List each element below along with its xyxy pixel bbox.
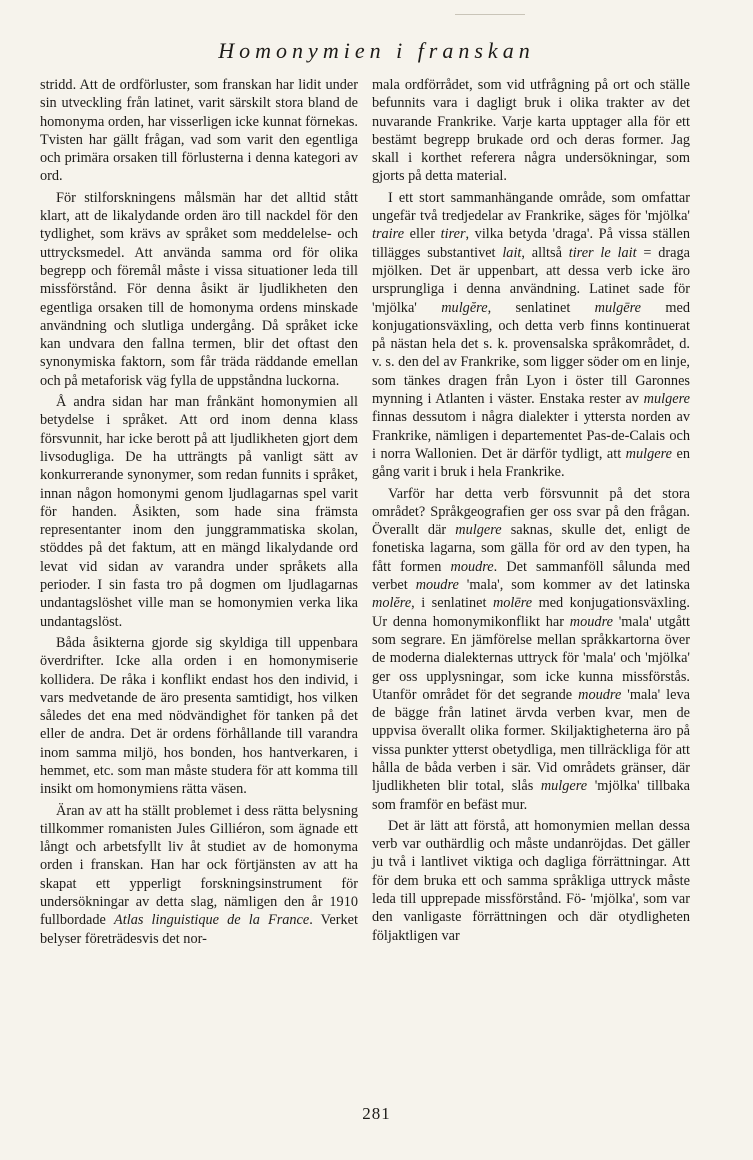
text-segment: Äran av att ha ställt problemet i dess rätta belysning tillkommer romanisten Jules Gilliéron, som ägnade ett långt och arbetsfyllt liv åt studiet av de homonyma orden i franskan. Han har ock förtjänsten av att ha skapat ett ypperligt forskningsinstrument för undersökningar av detta slag, nämligen den år 1910 fullbordade — [40, 802, 358, 929]
term-moudre: moudre — [569, 613, 613, 630]
left-column — [40, 76, 358, 948]
text-segment: . Det sammanföll sålunda med verbet — [372, 558, 690, 594]
term-tirer-le-lait: tirer le lait — [568, 244, 637, 261]
scan-edge-mark — [455, 14, 525, 15]
paragraph-r1: mala ordförrådet, som vid utfrågning på ort och ställe befunnits vara i dagligt bruk i olika trakter av det nuvarande Frankrike. Varje karta upptager alla för ett bestämt begrepp brukade ord och deras former. Jag skall i korthet referera några undersökningar, som gjorts på detta material. — [372, 77, 690, 185]
text-segment: med konjugationsväxling. Ur denna homonymikonflikt har — [372, 595, 690, 630]
term-tirer: tirer — [440, 226, 466, 243]
term-moudre: moudre — [578, 686, 622, 703]
paragraph-r3 — [372, 485, 690, 814]
text-segment: eller — [404, 226, 441, 243]
text-segment: en gång varit i bruk i hela Frankrike. — [372, 445, 690, 481]
text-segment: 'mala' leva de bägge från latinet ärvda verben kvar, men de uppvisa överallt olika former. Skiljaktigheterna äro på vissa punkter ytterst obetydliga, men tillräckliga för att hålla de båda verben i sär. Vid områdets gränser, där ljudlikheten blir total, slås — [372, 686, 690, 795]
text-segment: I ett stort sammanhängande område, som omfattar ungefär två tredjedelar av Frankrike, säges för 'mjölka' — [372, 189, 690, 225]
paragraph-l4: Båda åsikterna gjorde sig skyldiga till uppenbara överdrifter. Icke alla orden i en homonymiserie kollidera. De råka i konflikt endast hos den individ, i vars medvetande de äro presenta samtidigt, hos vilken således det ena med nödvändighet för tanken på det eller de andra. Det är ordens förhållande till varandra inom samma miljö, hos bonden, hos hantverkaren, i hemmet, etc. som man måste studera för att komma till insikt om homonymiens rätta väsen. — [40, 634, 358, 798]
term-molere-long: molēre — [492, 595, 533, 612]
term-mulgere-short: mulgĕre — [441, 299, 488, 316]
term-mulgere: mulgere — [455, 522, 502, 539]
term-mulgere: mulgere — [540, 778, 588, 795]
text-segment: = draga mjölken. Det är uppenbart, att dessa verb icke äro ursprungliga i denna användning. Latinet sade för 'mjölka' — [372, 244, 690, 316]
text-segment: 'mala', som kommer av det latinska — [458, 577, 690, 594]
term-traire: traire — [372, 226, 405, 243]
page-number: 281 — [362, 1104, 391, 1123]
paragraph-l5 — [40, 802, 358, 948]
atlas-title: Atlas linguistique de la France — [114, 912, 310, 929]
term-lait: lait — [502, 244, 522, 261]
text-segment: , alltså — [521, 244, 569, 261]
text-segment: , vilka betyda 'draga'. På vissa ställen tillägges substantivet — [372, 226, 690, 261]
term-molere-short: molĕre — [372, 595, 412, 612]
text-segment: 'mala' utgått som segrare. En jämförelse mellan språkkartorna över de moderna dialekternas uttryck för 'mala' och 'mjölka' ger oss upplysningar, som icke kunna missförstås. Utanför området för det segrande — [372, 613, 690, 703]
text-segment: saknas, skulle det, enligt de fonetiska lagarna, som gälla för ord av den typen, ha fått formen — [372, 522, 690, 575]
text-segment: . Verket belyser företrädesvis det nor- — [40, 912, 358, 947]
term-mulgere-long: mulgēre — [594, 299, 641, 316]
text-segment: , senlatinet — [487, 299, 595, 316]
text-segment: , i senlatinet — [411, 595, 493, 612]
text-segment: 'mjölka' tillbaka som framför en befäst mur. — [372, 778, 690, 813]
paragraph-r4: Det är lätt att förstå, att homonymien mellan dessa verb var outhärdlig och måste undanröjdas. Det gäller ju två i lantlivet viktiga och dagliga förrättningar. Att för dem bruka ett och samma språkliga uttryck måste leda till upprepade missförstånd. Fö- 'mjölka', som var den vanligaste förrättningen och där otydligheten följaktligen var — [372, 817, 690, 944]
term-mulgere: mulgere — [625, 445, 672, 462]
running-head: Homonymien i franskan — [218, 38, 535, 63]
paragraph-r2 — [372, 189, 690, 482]
term-mulgere: mulgere — [643, 391, 690, 408]
text-segment: finnas dessutom i några dialekter i yttersta norden av Frankrike, nämligen i departementet Pas-de-Calais och i norra Wallonien. Det är därför tydligt, att — [372, 409, 690, 462]
paragraph-l3: Å andra sidan har man frånkänt homonymien all betydelse i språket. Att ord inom denna klass försvunnit, har icke berott på att ljudlikheten gjort dem livsodugliga. De ha utträngts på vanligt sätt av konkurrerande synonymer, som redan funnits i språket, innan någon homonymi genom ljudlagarnas spel varit för handen. Åsikten, som hade sina främsta representanter inom den junggrammatiska skolan, stöddes på det faktum, att en mängd likalydande ord levat vid sidan av varandra under språkets alla perioder. I sin fasta tro på dogmen om ljudlagarnas undantagslöshet ville man se homonymien verka lika undantagslöst. — [40, 394, 358, 630]
paragraph-l2: För stilforskningens målsmän har det alltid stått klart, att de likalydande orden äro till nackdel för den tydlighet, som krävs av språket som meddelelse- och uttrycksmedel. Att använda samma ord för olika begrepp och föremål måste i vissa situationer leda till missförstånd. För denna åsikt är ljudlikheten den egentliga orsaken till de homonyma ordens minskade användning och slutliga undergång. Då språket icke kan undvara den fallna termen, blir det oftast den synonymiska faktorn, som får träda räddande emellan och på metaforisk väg fylla de uppståndna luckorna. — [40, 189, 358, 389]
term-moudre: moudre — [415, 577, 459, 594]
paragraph-l1: stridd. Att de ordförluster, som franskan har lidit under sin utveckling från latinet, varit särskilt stora bland de homonyma orden, har visserligen icke kunnat förnekas. Tvisten har gällt frågan, vad som varit den egentliga och primära orsaken till förlusterna i denna kategori av ord. — [40, 77, 358, 185]
term-moudre: moudre — [450, 558, 494, 575]
text-segment: med konjugationsväxling, och detta verb finns kontinuerat på nästan hela det s. k. provensalska språkområdet, d. v. s. den del av Frankrike, som ligger söder om en linje, som tänkes dragen från Lyon i öster till Garonnes mynning i Atlanten i väster. Enstaka rester av — [372, 299, 690, 408]
right-column — [372, 76, 690, 945]
text-segment: Varför har detta verb försvunnit på det stora området? Språkgeografien ger oss svar på den frågan. Överallt där — [372, 485, 690, 539]
